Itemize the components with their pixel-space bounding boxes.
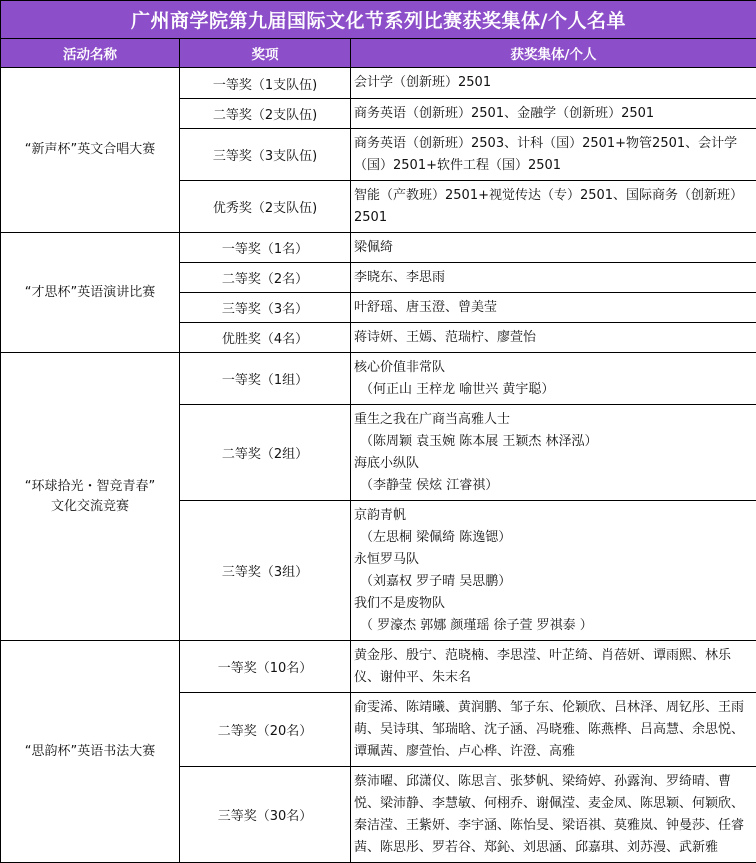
table-row [1, 641, 756, 693]
table-row [1, 233, 756, 263]
prize-level: 三等奖（3支队伍) [180, 129, 351, 181]
table-title: 广州商学院第九届国际文化节系列比赛获奖集体/个人名单 [1, 1, 756, 39]
prize-level: 二等奖（20名） [180, 693, 351, 767]
team-name: 我们不是废物队 [354, 595, 446, 611]
team-name: 重生之我在广商当高雅人士 [354, 411, 511, 427]
team-name: 永恒罗马队 [354, 551, 420, 567]
column-header-prize: 奖项 [180, 39, 351, 68]
winners-cell [351, 353, 756, 405]
event-name: “新声杯”英文合唱大赛 [1, 68, 180, 233]
prize-level: 三等奖（30名） [180, 767, 351, 863]
prize-level: 二等奖（2组） [180, 405, 351, 501]
winners-cell: 商务英语（创新班）2503、计科（国）2501+物管2501、会计学（国）2501+软件工程（国）2501 [351, 129, 756, 181]
prize-level: 二等奖（2支队伍) [180, 99, 351, 129]
team-name: 京韵青帆 [354, 507, 407, 523]
winners-cell: 蔡沛曜、邱潇仪、陈思言、张梦帆、梁绮婷、孙露洵、罗绮晴、曹悦、梁沛静、李慧敏、何栩乔、谢佩滢、麦金凤、陈思颖、何颖欣、秦洁滢、王紫妍、李宇涵、陈怡旻、梁语祺、莫雅岚、钟曼莎、任睿茜、陈思彤、罗若谷、郑鈊、刘思涵、邱嘉琪、刘苏漫、武新雅 [351, 767, 756, 863]
prize-level: 一等奖（1名） [180, 233, 351, 263]
prize-level: 一等奖（1组） [180, 353, 351, 405]
table-row [1, 68, 756, 99]
table-row [1, 353, 756, 405]
column-header-winners: 获奖集体/个人 [351, 39, 756, 68]
team-name: 核心价值非常队 [354, 359, 446, 375]
team-members: （陈周颖 袁玉婉 陈本展 王颖杰 林泽泓） [360, 433, 598, 449]
prize-level: 三等奖（3组） [180, 501, 351, 641]
team-members: （李静莹 侯炫 江睿祺） [360, 477, 499, 493]
prize-level: 一等奖（10名） [180, 641, 351, 693]
event-name [1, 353, 180, 641]
winners-cell: 李晓东、李思雨 [351, 263, 756, 293]
team-members: （何正山 王梓龙 喻世兴 黄宇聪） [360, 381, 555, 397]
team-members: （左思桐 梁佩绮 陈逸锶） [360, 529, 512, 545]
event-name-line1: “环球拾光・智竞青春” [24, 478, 156, 494]
event-name: “才思杯”英语演讲比赛 [1, 233, 180, 353]
winners-cell: 叶舒瑶、唐玉澄、曾美莹 [351, 293, 756, 323]
team-name: 海底小纵队 [354, 455, 420, 471]
team-members: （ 罗濠杰 郭娜 颜瑾瑶 徐子萱 罗祺泰 ） [360, 617, 593, 633]
prize-level: 优胜奖（4名） [180, 323, 351, 353]
winners-cell [351, 405, 756, 501]
winners-cell: 会计学（创新班）2501 [351, 68, 756, 99]
prize-level: 三等奖（3名） [180, 293, 351, 323]
column-header-event: 活动名称 [1, 39, 180, 68]
winners-cell: 黄金彤、殷宁、范晓楠、李思滢、叶芷绮、肖蓓妍、谭雨熙、林乐仪、谢仲平、朱末名 [351, 641, 756, 693]
winners-cell: 智能（产教班）2501+视觉传达（专）2501、国际商务（创新班）2501 [351, 181, 756, 233]
prize-level: 一等奖（1支队伍) [180, 68, 351, 99]
winners-cell: 蒋诗妍、王嫣、范瑞柠、廖萱怡 [351, 323, 756, 353]
event-name-line2: 文化交流竞赛 [50, 498, 129, 514]
winners-cell: 商务英语（创新班）2501、金融学（创新班）2501 [351, 99, 756, 129]
winners-cell [351, 501, 756, 641]
prize-level: 二等奖（2名） [180, 263, 351, 293]
winners-cell: 梁佩绮 [351, 233, 756, 263]
prize-level: 优秀奖（2支队伍) [180, 181, 351, 233]
team-members: （刘嘉权 罗子晴 吴思鹏） [360, 573, 512, 589]
winners-cell: 俞雯浠、陈靖曦、黄润鹏、邹子东、伦颖欣、吕林泽、周钇彤、王雨萌、吴诗琪、邹瑞晗、沈子涵、冯晓雅、陈燕桦、吕高慧、余思悦、谭珮茜、廖萱怡、卢心桦、许澄、高雅 [351, 693, 756, 767]
event-name: “思韵杯”英语书法大赛 [1, 641, 180, 863]
